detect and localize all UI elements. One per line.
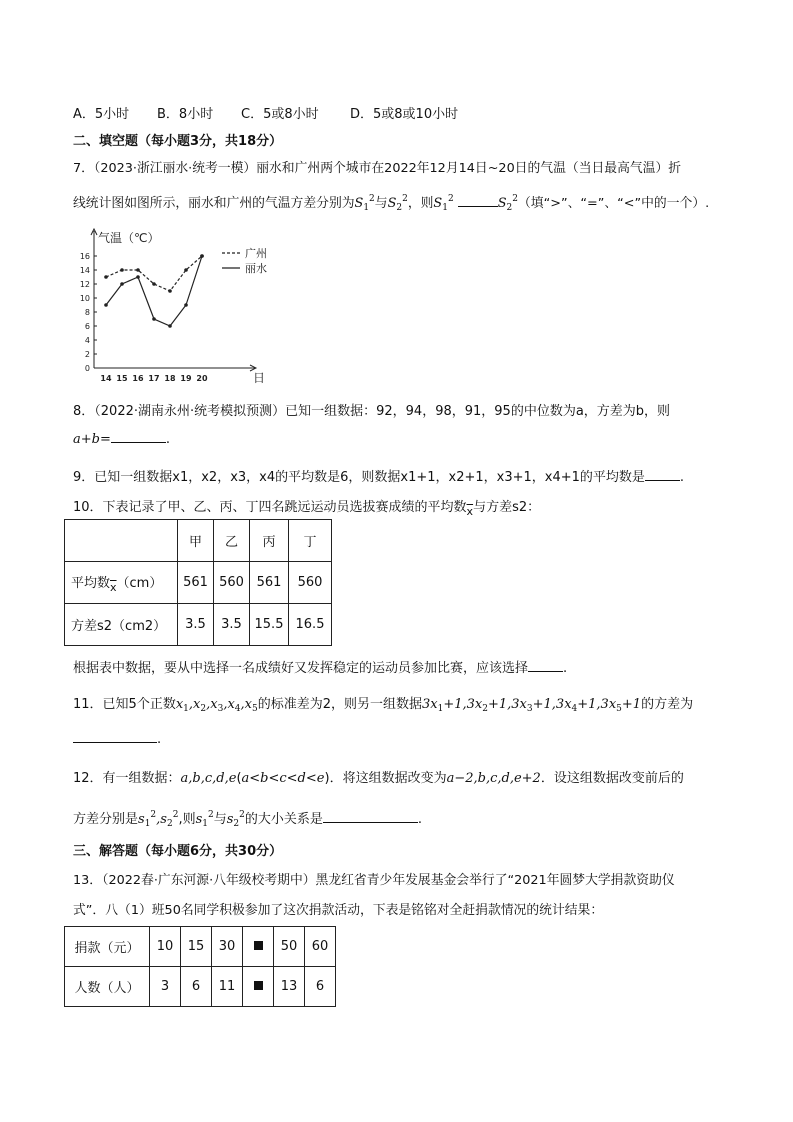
table-cell: 16.5 bbox=[289, 604, 332, 646]
table-row-label: 人数（人） bbox=[65, 967, 150, 1007]
hidden-value-square bbox=[254, 981, 263, 990]
temperature-line-chart bbox=[70, 225, 290, 385]
table-cell: 11 bbox=[212, 967, 243, 1007]
q11-line2: . bbox=[73, 730, 161, 747]
legend-label: 丽水 bbox=[245, 262, 267, 275]
q7-line1: 7．（2023·浙江丽水·统考一模）丽水和广州两个城市在2022年12月14日~20日的气温（当日最高气温）折 bbox=[73, 161, 682, 176]
data-point bbox=[120, 268, 124, 272]
q9-answer-blank[interactable] bbox=[645, 468, 680, 481]
q6-option-a: A．5小时 bbox=[73, 107, 130, 122]
x-tick-label: 20 bbox=[196, 374, 208, 383]
table-cell: 15 bbox=[181, 927, 212, 967]
table-cell: 30 bbox=[212, 927, 243, 967]
legend-label: 广州 bbox=[245, 247, 267, 260]
data-point bbox=[200, 254, 204, 258]
donation-table bbox=[64, 926, 336, 1007]
table-header-cell: 丙 bbox=[250, 520, 289, 562]
data-point bbox=[168, 324, 172, 328]
table-cell: 561 bbox=[250, 562, 289, 604]
table-row-label: 方差s2（cm2） bbox=[65, 604, 178, 646]
table-cell: 10 bbox=[150, 927, 181, 967]
table-cell: 3.5 bbox=[178, 604, 214, 646]
table-cell: 3 bbox=[150, 967, 181, 1007]
x-tick-label: 14 bbox=[100, 374, 112, 383]
table-header-cell bbox=[65, 520, 178, 562]
q8-answer-blank[interactable] bbox=[111, 430, 166, 443]
q6-option-b: B．8小时 bbox=[157, 107, 214, 122]
y-tick-label: 8 bbox=[84, 308, 90, 317]
y-tick-label: 14 bbox=[79, 266, 90, 275]
table-row-label: 捐款（元） bbox=[65, 927, 150, 967]
q8-line1: 8．（2022·湖南永州·统考模拟预测）已知一组数据：92，94，98，91，95的中位数为a，方差为b，则 bbox=[73, 404, 671, 419]
q7-line2: 线统计图如图所示，丽水和广州的气温方差分别为$S_1^2$与$S_2^2$，则$S_1^2$ $S_2^2$（填“>”、“=”、“<”中的一个）. bbox=[73, 194, 710, 213]
table-cell: 560 bbox=[214, 562, 250, 604]
data-point bbox=[184, 268, 188, 272]
q6-option-c: C．5或8小时 bbox=[241, 107, 319, 122]
q11-answer-blank[interactable] bbox=[73, 730, 157, 743]
data-point bbox=[152, 282, 156, 286]
table-cell: 560 bbox=[289, 562, 332, 604]
x-axis-label: 日 bbox=[253, 371, 266, 385]
q10-answer-blank[interactable] bbox=[528, 659, 563, 672]
series-line-1 bbox=[106, 256, 202, 326]
y-tick-label: 10 bbox=[79, 294, 90, 303]
q10-after: 根据表中数据，要从中选择一名成绩好又发挥稳定的运动员参加比赛，应该选择 . bbox=[73, 661, 568, 676]
table-cell: 3.5 bbox=[214, 604, 250, 646]
data-point bbox=[120, 282, 124, 286]
table-cell: 60 bbox=[305, 927, 336, 967]
q12-line2: 方差分别是$s_1^2,s_2^2$,则$s_1^2$与$s_2^2$的大小关系是 . bbox=[73, 810, 423, 829]
table-row-label: 平均数$_{\overline{x}}$（cm） bbox=[65, 562, 178, 604]
q13-line2: 式”．八（1）班50名同学积极参加了这次捐款活动，下表是铭铭对全赶捐款情况的统计结果： bbox=[73, 903, 604, 918]
data-point bbox=[184, 303, 188, 307]
athlete-table bbox=[64, 519, 332, 646]
x-tick-label: 16 bbox=[132, 374, 144, 383]
y-tick-label: 12 bbox=[79, 280, 90, 289]
data-point bbox=[152, 317, 156, 321]
x-tick-label: 15 bbox=[116, 374, 128, 383]
y-tick-label: 16 bbox=[79, 252, 90, 261]
section2-heading: 二、填空题（每小题3分，共18分） bbox=[73, 134, 283, 149]
section3-heading: 三、解答题（每小题6分，共30分） bbox=[73, 844, 283, 859]
table-cell: 50 bbox=[274, 927, 305, 967]
table-cell: 13 bbox=[274, 967, 305, 1007]
y-axis-label: 气温（℃） bbox=[98, 231, 160, 245]
table-cell: 561 bbox=[178, 562, 214, 604]
q7-answer-blank[interactable] bbox=[458, 194, 498, 207]
data-point bbox=[168, 289, 172, 293]
y-tick-label: 6 bbox=[84, 322, 90, 331]
q6-option-d: D．5或8或10小时 bbox=[350, 107, 459, 122]
table-cell bbox=[243, 967, 274, 1007]
data-point bbox=[136, 275, 140, 279]
table-cell bbox=[243, 927, 274, 967]
data-point bbox=[104, 303, 108, 307]
x-tick-label: 18 bbox=[164, 374, 176, 383]
data-point bbox=[104, 275, 108, 279]
table-header-cell: 乙 bbox=[214, 520, 250, 562]
q8-line2: a+b= . bbox=[73, 432, 170, 447]
x-tick-label: 19 bbox=[180, 374, 192, 383]
q13-line1: 13．（2022春·广东河源·八年级校考期中）黑龙红省青少年发展基金会举行了“2021年圆梦大学捐款资助仪 bbox=[73, 873, 675, 888]
table-cell: 6 bbox=[181, 967, 212, 1007]
q9-text: 9．已知一组数据x1，x2，x3，x4的平均数是6，则数据x1+1，x2+1，x3+1，x4+1的平均数是 . bbox=[73, 470, 685, 485]
q10-text: 10．下表记录了甲、乙、丙、丁四名跳远运动员选拔赛成绩的平均数$_{\overline{x}}$与方差s2： bbox=[73, 500, 541, 518]
y-tick-label: 4 bbox=[84, 336, 90, 345]
x-tick-label: 17 bbox=[148, 374, 160, 383]
y-tick-label: 0 bbox=[84, 364, 90, 373]
table-cell: 6 bbox=[305, 967, 336, 1007]
y-tick-label: 2 bbox=[84, 350, 90, 359]
q11-text: 11．已知5个正数$x_1,x_2,x_3,x_4,x_5$的标准差为2，则另一组数据$3x_1+1,3x_2+1,3x_3+1,3x_4+1,3x_5+1$的方差为 bbox=[73, 697, 694, 714]
hidden-value-square bbox=[254, 941, 263, 950]
table-header-cell: 甲 bbox=[178, 520, 214, 562]
q12-line1: 12．有一组数据：a,b,c,d,e(a<b<c<d<e)．将这组数据改变为a−2,b,c,d,e+2．设这组数据改变前后的 bbox=[73, 771, 684, 786]
table-header-cell: 丁 bbox=[289, 520, 332, 562]
data-point bbox=[136, 268, 140, 272]
q12-answer-blank[interactable] bbox=[323, 810, 418, 823]
table-cell: 15.5 bbox=[250, 604, 289, 646]
